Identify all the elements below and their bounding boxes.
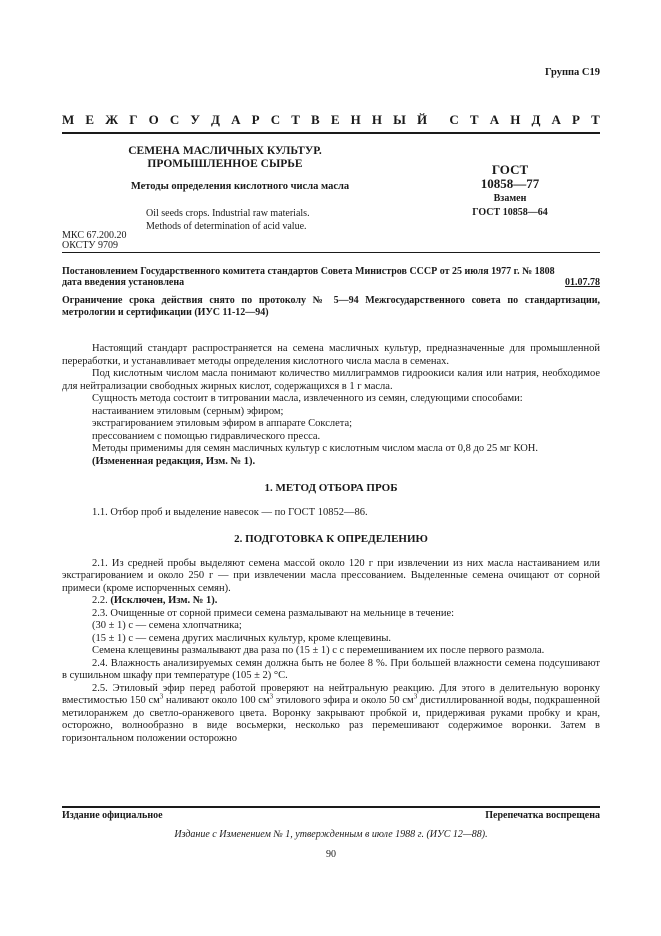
banner-letter: Т bbox=[291, 112, 300, 127]
mks-code: МКС 67.200.20 bbox=[62, 230, 127, 241]
english-title-line-2: Methods of determination of acid value. bbox=[146, 220, 307, 232]
banner-letter: Д bbox=[531, 112, 541, 127]
clause-2-5 bbox=[62, 683, 600, 746]
gost-number: 10858—77 bbox=[480, 176, 540, 191]
clause-1-1: 1.1. Отбор проб и выделение навесок — по ГОСТ 10852—86. bbox=[92, 506, 368, 518]
banner-letter: С bbox=[270, 112, 281, 127]
clause-2-1: 2.1. Из средней пробы выделяют семена массой около 120 г при извлечении из них масла настаиванием или экстрагированием и около 250 г — при извлечении масла прессованием. Выделенные семена очищают от сорной примеси (кроме испорченных семян). bbox=[62, 557, 600, 594]
okstu-code: ОКСТУ 9709 bbox=[62, 240, 119, 251]
method-list-item: экстрагированием этиловым эфиром в аппарате Сокслета; bbox=[92, 418, 353, 429]
intro-paragraph: Методы применимы для семян масличных культур с кислотным числом масла от 0,8 до 25 мг КОН. bbox=[92, 443, 538, 454]
footer-rule bbox=[62, 806, 600, 808]
banner-letter: Г bbox=[129, 112, 138, 127]
methods-title: Методы определения кислотного числа масла bbox=[130, 181, 350, 192]
banner-letter: Р bbox=[572, 112, 580, 127]
banner-letter: С bbox=[449, 112, 459, 127]
clause-2-4: 2.4. Влажность анализируемых семян должна быть не более 8 %. При большей влажности семена подсушивают в сушильном шкафу при температуре (105 ± 2) °С. bbox=[62, 657, 600, 681]
clause-2-5-part: этилового эфира и около 50 см bbox=[273, 695, 414, 706]
replaces-gost: ГОСТ 10858—64 bbox=[472, 207, 548, 218]
reprint-prohibited: Перепечатка воспрещена bbox=[485, 810, 600, 821]
decree-text: Постановлением Государственного комитета стандартов Совета Министров СССР от 25 июля 1977 г. № 1808 bbox=[62, 266, 555, 277]
section-1-heading: 1. МЕТОД ОТБОРА ПРОБ bbox=[264, 482, 398, 494]
banner-letter: У bbox=[190, 112, 200, 127]
banner-letter: Е bbox=[330, 112, 340, 127]
banner-letter: Т bbox=[469, 112, 479, 127]
banner-letter: Д bbox=[211, 112, 220, 127]
effective-date-label: дата введения установлена bbox=[62, 277, 185, 288]
banner-letter: Н bbox=[510, 112, 521, 127]
document-title bbox=[62, 145, 388, 171]
clause-2-2-excluded: (Исключен, Изм. № 1). bbox=[110, 595, 218, 606]
section-2-heading: 2. ПОДГОТОВКА К ОПРЕДЕЛЕНИЮ bbox=[234, 533, 428, 545]
document-body bbox=[62, 343, 600, 745]
gost-label: ГОСТ bbox=[491, 162, 529, 177]
edition-note: Издание с Изменением № 1, утвержденным в июле 1988 г. (ИУС 12—88). bbox=[174, 829, 488, 840]
clause-2-2-number: 2.2. bbox=[92, 595, 108, 606]
banner-rule bbox=[62, 132, 600, 134]
clause-2-5-part: дистиллированной воды, подкрашенной метилоранжем до светло-оранжевого цвета. Воронку закрывают пробкой и, придерживая руками пробку и кран, осторожно, волнообразно в виде восьмерки, несколько раз перемешивают содержимое воронки. Затем в горизонтальном положении осторожно bbox=[62, 695, 600, 744]
banner-letter: А bbox=[231, 112, 241, 127]
banner-letter: В bbox=[311, 112, 320, 127]
group-code: Группа С19 bbox=[544, 67, 600, 78]
limitation-note: Ограничение срока действия снято по протоколу № 5—94 Межгосударственного совета по стандартизации, метрологии и сертификации (ИУС 11-12—94) bbox=[62, 295, 600, 318]
decree-block bbox=[62, 266, 600, 288]
banner-letter: С bbox=[169, 112, 180, 127]
banner-letter: Ы bbox=[393, 112, 406, 127]
method-list-item: прессованием с помощью гидравлического пресса. bbox=[92, 430, 321, 442]
official-edition: Издание официальное bbox=[62, 810, 163, 821]
banner-letter: А bbox=[489, 112, 500, 127]
header-rule bbox=[62, 252, 600, 253]
classification-codes bbox=[62, 231, 126, 251]
clause-2-2 bbox=[62, 595, 600, 608]
english-title bbox=[146, 208, 310, 233]
intro-paragraph: Настоящий стандарт распространяется на семена масличных культур, предназначенные для промышленной переработки, и устанавливает методы определения кислотного числа масла в семенах. bbox=[62, 343, 600, 367]
page-number: 90 bbox=[326, 849, 336, 860]
banner-letter: Н bbox=[350, 112, 361, 127]
clause-2-3-item: (30 ± 1) с — семена хлопчатника; bbox=[92, 620, 242, 631]
amendment-note: (Измененная редакция, Изм. № 1). bbox=[92, 455, 256, 467]
effective-date: 01.07.78 bbox=[565, 277, 600, 288]
superscript: 3 bbox=[269, 692, 274, 701]
banner-letter: Е bbox=[85, 112, 95, 127]
banner-letter: Н bbox=[371, 112, 382, 127]
standard-banner bbox=[62, 112, 600, 128]
banner-letter: Ж bbox=[105, 112, 119, 127]
english-title-line-1: Oil seeds crops. Industrial raw materials. bbox=[146, 208, 310, 219]
clause-2-5-part: 2.5. Этиловый эфир перед работой проверяют на нейтральную реакцию. Для этого в делительную воронку вместимостью 150 см bbox=[62, 682, 600, 706]
banner-letter: Й bbox=[417, 112, 428, 127]
intro-paragraph: Под кислотным числом масла понимают количество миллиграммов гидроокиси калия или натрия, необходимое для нейтрализации свободных жирных кислот, содержащихся в 1 г масла. bbox=[62, 368, 600, 392]
superscript: 3 bbox=[413, 692, 418, 701]
clause-2-3: 2.3. Очищенные от сорной примеси семена размалывают на мельнице в течение: bbox=[92, 607, 455, 619]
banner-letter: О bbox=[148, 112, 159, 127]
banner-letter: Т bbox=[591, 112, 600, 127]
method-list-item: настаиванием этиловым (серным) эфиром; bbox=[92, 405, 284, 417]
clause-2-3-item: (15 ± 1) с — семена других масличных культур, кроме клещевины. bbox=[92, 632, 392, 644]
banner-letter: Р bbox=[251, 112, 260, 127]
gost-designation bbox=[436, 163, 584, 220]
title-line-1: СЕМЕНА МАСЛИЧНЫХ КУЛЬТУР. bbox=[128, 145, 322, 157]
banner-letter: А bbox=[551, 112, 561, 127]
banner-letter: М bbox=[62, 112, 75, 127]
intro-paragraph: Сущность метода состоит в титровании масла, извлеченного из семян, следующими способами: bbox=[92, 393, 523, 404]
title-line-2: ПРОМЫШЛЕННОЕ СЫРЬЕ bbox=[147, 158, 303, 170]
replaces-label: Взамен bbox=[493, 193, 527, 204]
clause-2-3-note: Семена клещевины размалывают два раза по (15 ± 1) с с перемешиванием их после первого размола. bbox=[92, 645, 545, 656]
superscript: 3 bbox=[159, 692, 164, 701]
clause-2-5-part: наливают около 100 см bbox=[163, 695, 270, 706]
